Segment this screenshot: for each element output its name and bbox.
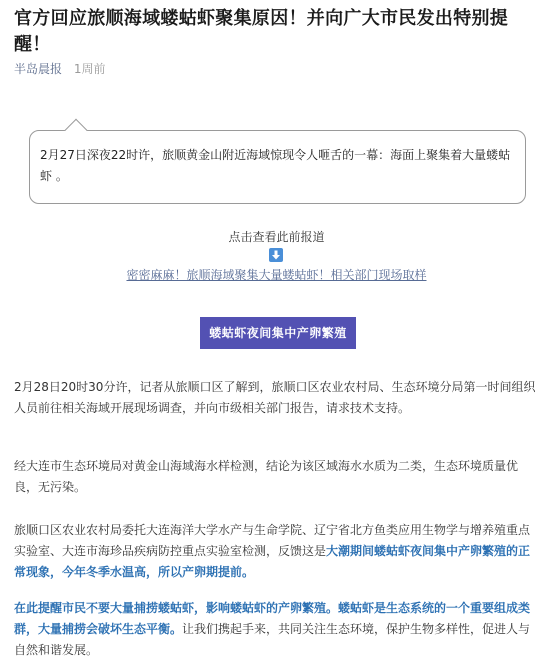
paragraph-1: 2月28日20时30分许，记者从旅顺口区了解到，旅顺口区农业农村局、生态环境分局第一时间组织人员前往相关海域开展现场调查，并向市级相关部门报告，请求技术支持。 — [14, 380, 536, 415]
article-meta — [14, 60, 105, 78]
paragraph-4-text: 让我们携起手来，共同关注生态环境，保护生物多样性，促进人与自然和谐发展。 — [14, 622, 531, 657]
paragraph-2: 经大连市生态环境局对黄金山海域海水样检测，结论为该区域海水水质为二类，生态环境质量优良，无污染。 — [14, 459, 519, 494]
previous-report-label: 点击查看此前报道 — [228, 230, 325, 244]
paragraph-3 — [14, 520, 539, 583]
paragraph-4 — [14, 598, 539, 661]
quote-text: 2月27日深夜22时许，旅顺黄金山附近海域惊现令人咂舌的一幕：海面上聚集着大量蝼蛄虾 。 — [40, 148, 511, 183]
section-tag: 蝼蛄虾夜间集中产卵繁殖 — [200, 317, 356, 349]
quote-box — [29, 130, 526, 204]
previous-report-link[interactable]: 密密麻麻！旅顺海域聚集大量蝼蛄虾！相关部门现场取样 — [126, 268, 427, 282]
paragraph-3-text: 旅顺口区农业农村局委托大连海洋大学水产与生命学院、辽宁省北方鱼类应用生物学与增养殖重点实验室、大连市海珍品疾病防控重点实验室检测，反馈这是 — [14, 523, 531, 558]
down-arrow-icon — [269, 248, 283, 262]
article-time: 1周前 — [73, 62, 106, 76]
quote-box-pointer — [65, 119, 88, 142]
paragraph-3-highlight: 大潮期间蝼蛄虾夜间集中产卵繁殖的正常现象，今年冬季水温高，所以产卵期提前。 — [14, 544, 531, 579]
paragraph-4-highlight: 在此提醒市民不要大量捕捞蝼蛄虾，影响蝼蛄虾的产卵繁殖。蝼蛄虾是生态系统的一个重要组成类群，大量捕捞会破坏生态平衡。 — [14, 601, 531, 636]
article-title: 官方回应旅顺海域蝼蛄虾聚集原因！并向广大市民发出特别提醒！ — [14, 8, 509, 55]
article-source[interactable]: 半岛晨报 — [14, 62, 63, 76]
